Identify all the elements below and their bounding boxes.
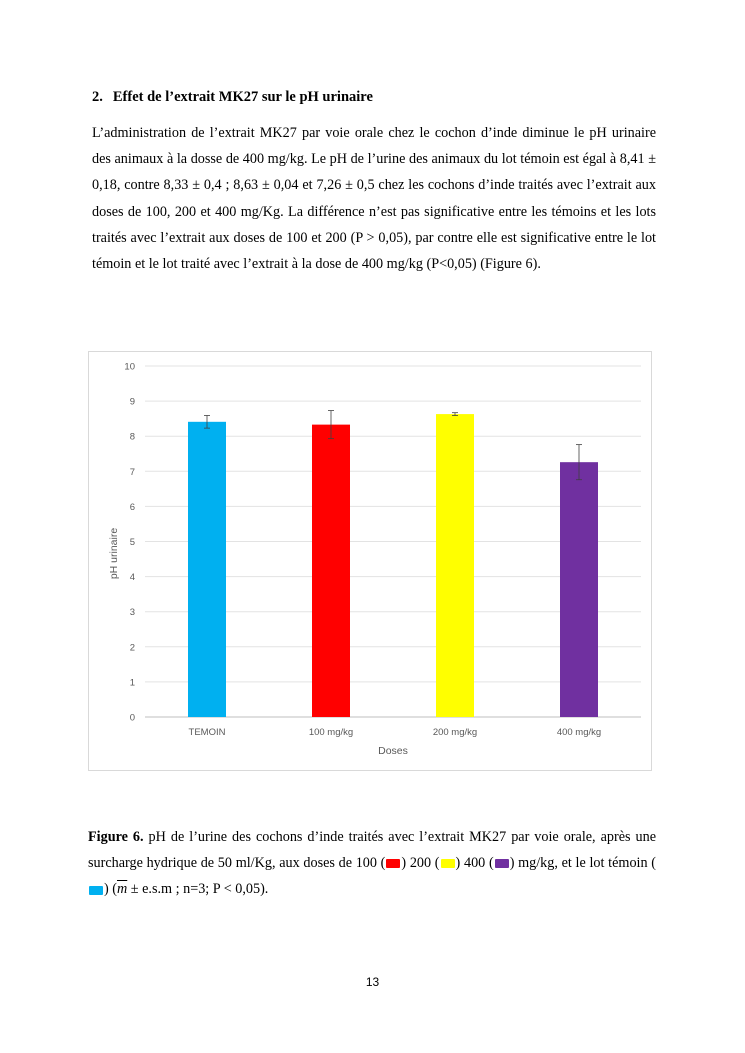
y-tick-label: 5 <box>129 537 135 548</box>
caption-text: pH de l’urine des cochons d’inde traités avec l’extrait MK27 par voie orale, après une surcharge hydrique de 50 ml/Kg, aux doses de 100 ( <box>88 829 656 872</box>
bar <box>312 425 350 717</box>
section-title: Effet de l’extrait MK27 sur le pH urinaire <box>112 89 373 105</box>
x-tick-label: 400 mg/kg <box>556 727 602 738</box>
mean-symbol: $\overline{m}$ <box>117 881 128 898</box>
swatch-400-icon <box>495 859 509 868</box>
y-tick-label: 9 <box>129 396 135 408</box>
page-number: 13 <box>365 975 380 989</box>
figure-label: Figure 6. <box>88 829 144 845</box>
section-number: 2. <box>92 89 103 105</box>
caption-text: ) mg/kg, et le lot témoin ( <box>509 855 656 872</box>
y-tick-label: 4 <box>129 572 135 584</box>
y-axis-label: pH urinaire <box>108 527 120 580</box>
caption-text: ± e.s.m ; n=3; P < 0,05). <box>127 881 269 898</box>
caption-text: ) 200 ( <box>401 855 440 872</box>
x-tick-label: 200 mg/kg <box>432 727 478 738</box>
y-tick-label: 0 <box>129 712 135 724</box>
chart-svg <box>89 352 653 772</box>
caption-text: ) ( <box>104 881 117 898</box>
y-tick-label: 8 <box>129 431 135 443</box>
x-tick-label: 100 mg/kg <box>308 727 354 738</box>
swatch-temoin-icon <box>89 886 103 895</box>
y-tick-label: 10 <box>124 361 135 373</box>
bar <box>436 414 474 717</box>
y-tick-label: 7 <box>129 466 135 478</box>
y-tick-label: 6 <box>129 501 135 513</box>
y-tick-label: 3 <box>129 607 135 619</box>
figure-caption <box>88 824 656 903</box>
bar-chart <box>88 351 652 771</box>
bar <box>560 462 598 717</box>
y-tick-label: 2 <box>129 642 135 654</box>
section-heading <box>92 89 373 106</box>
body-paragraph: L’administration de l’extrait MK27 par voie orale chez le cochon d’inde diminue le pH urinaire des animaux à la dosse de 400 mg/kg. Le pH de l’urine des animaux du lot témoin est égal à 8,41 ± 0,18, contre 8,33 ± 0,4 ; 8,63 ± 0,04 et 7,26 ± 0,5 chez les cochons d’inde traités avec l’extrait aux doses de 100, 200 et 400 mg/Kg. La différence n’est pas significative entre les témoins et les lots traités avec l’extrait aux doses de 100 et 200 (P > 0,05), par contre elle est significative entre le lot témoin et le lot traité avec l’extrait à la dose de 400 mg/kg (P<0,05) (Figure 6). <box>92 125 656 273</box>
swatch-200-icon <box>441 859 455 868</box>
y-tick-label: 1 <box>129 677 135 689</box>
caption-text: ) 400 ( <box>455 855 494 872</box>
bar <box>188 422 226 717</box>
x-axis-label: Doses <box>378 745 408 757</box>
swatch-100-icon <box>386 859 400 868</box>
x-tick-label: TEMOIN <box>188 727 226 738</box>
